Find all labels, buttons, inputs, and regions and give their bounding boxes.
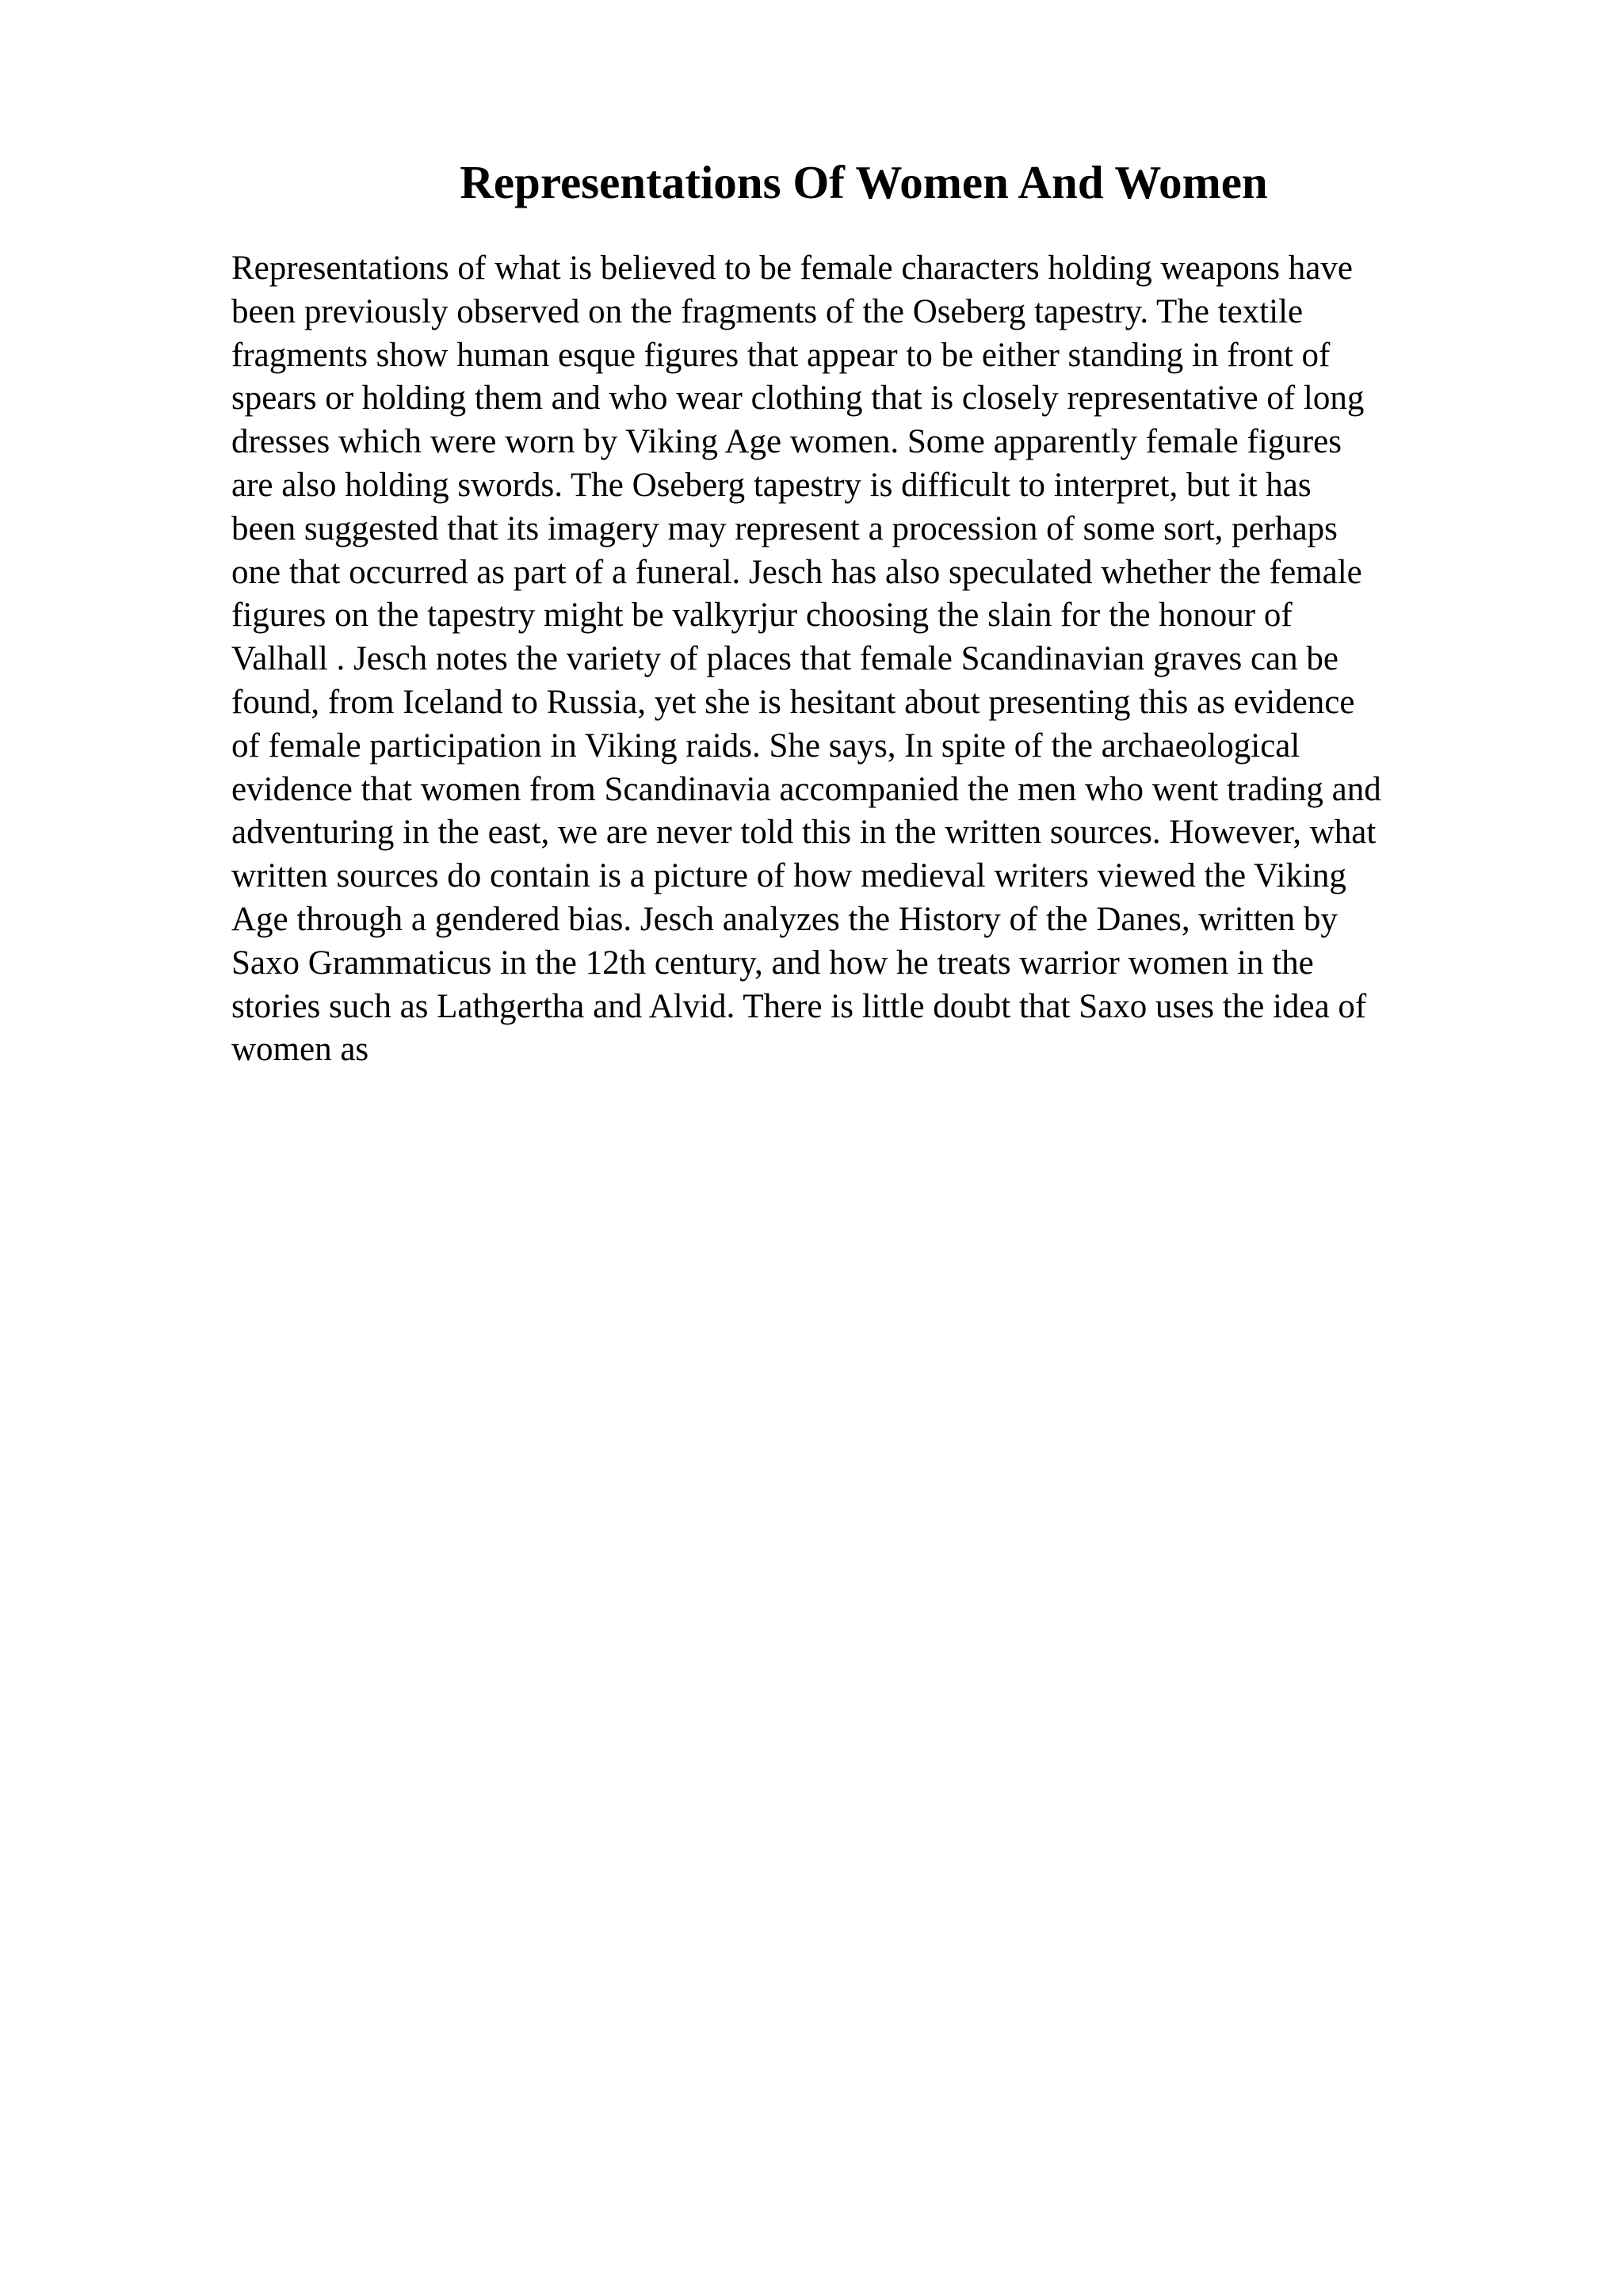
text-line: written sources do contain is a picture of how medieval writers viewed the Viking — [231, 857, 1346, 895]
text-line: evidence that women from Scandinavia accompanied the men who went trading and — [231, 770, 1381, 808]
text-line: are also holding swords. The Oseberg tapestry is difficult to interpret, but it has — [231, 466, 1312, 504]
text-line: women as — [231, 1031, 369, 1069]
text-line: Valhall . Jesch notes the variety of places that female Scandinavian graves can be — [231, 640, 1338, 678]
text-line: fragments show human esque figures that appear to be either standing in front of — [231, 336, 1331, 374]
text-line: of female participation in Viking raids. She says, In spite of the archaeological — [231, 727, 1300, 765]
text-line: Age through a gendered bias. Jesch analyzes the History of the Danes, written by — [231, 900, 1338, 938]
text-line: dresses which were worn by Viking Age women. Some apparently female figures — [231, 423, 1342, 461]
text-line: been suggested that its imagery may represent a procession of some sort, perhaps — [231, 509, 1338, 547]
text-line: been previously observed on the fragments of the Oseberg tapestry. The textile — [231, 292, 1304, 330]
text-line: adventuring in the east, we are never told this in the written sources. However, what — [231, 814, 1377, 852]
text-line: stories such as Lathgertha and Alvid. There is little doubt that Saxo uses the idea of — [231, 987, 1367, 1025]
text-line: spears or holding them and who wear clothing that is closely representative of long — [231, 379, 1365, 418]
text-line: found, from Iceland to Russia, yet she is hesitant about presenting this as evidence — [231, 683, 1355, 721]
document-title: Representations Of Women And Women — [460, 156, 1268, 208]
text-line: one that occurred as part of a funeral. Jesch has also speculated whether the female — [231, 553, 1362, 591]
text-line: Representations of what is believed to be female characters holding weapons have — [231, 250, 1353, 287]
body-paragraph — [231, 247, 1499, 1072]
text-line: Saxo Grammaticus in the 12th century, and how he treats warrior women in the — [231, 944, 1314, 982]
text-line: figures on the tapestry might be valkyrjur choosing the slain for the honour of — [231, 597, 1293, 635]
